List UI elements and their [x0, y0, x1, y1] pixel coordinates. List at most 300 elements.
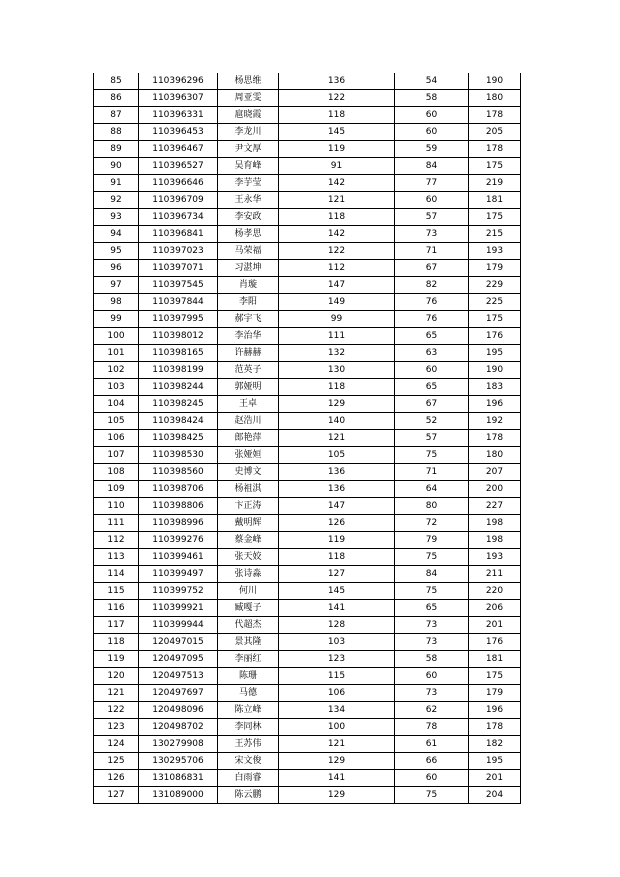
exam-id-cell: 110399921	[139, 600, 218, 617]
table-row	[94, 243, 521, 260]
score-total-cell: 195	[469, 753, 521, 770]
score-b-cell: 78	[395, 719, 469, 736]
row-number-cell: 119	[94, 651, 139, 668]
score-b-cell: 59	[395, 141, 469, 158]
table-row	[94, 226, 521, 243]
table-row	[94, 277, 521, 294]
score-total-cell: 182	[469, 736, 521, 753]
score-total-cell: 175	[469, 311, 521, 328]
table-row	[94, 753, 521, 770]
score-total-cell: 195	[469, 345, 521, 362]
row-number-cell: 110	[94, 498, 139, 515]
score-b-cell: 62	[395, 702, 469, 719]
score-b-cell: 76	[395, 311, 469, 328]
student-name-cell: 杨孝思	[218, 226, 279, 243]
score-a-cell: 103	[279, 634, 395, 651]
student-name-cell: 王永华	[218, 192, 279, 209]
student-name-cell: 李治华	[218, 328, 279, 345]
score-total-cell: 183	[469, 379, 521, 396]
score-a-cell: 105	[279, 447, 395, 464]
row-number-cell: 94	[94, 226, 139, 243]
score-b-cell: 60	[395, 362, 469, 379]
student-name-cell: 代超杰	[218, 617, 279, 634]
student-name-cell: 马荣福	[218, 243, 279, 260]
score-a-cell: 128	[279, 617, 395, 634]
row-number-cell: 114	[94, 566, 139, 583]
table-row	[94, 668, 521, 685]
table-row	[94, 702, 521, 719]
student-name-cell: 臧嘎子	[218, 600, 279, 617]
student-name-cell: 李安政	[218, 209, 279, 226]
student-name-cell: 蔡金峰	[218, 532, 279, 549]
score-a-cell: 118	[279, 209, 395, 226]
row-number-cell: 112	[94, 532, 139, 549]
score-b-cell: 75	[395, 787, 469, 804]
student-name-cell: 杨思维	[218, 73, 279, 90]
score-b-cell: 60	[395, 107, 469, 124]
exam-id-cell: 110396646	[139, 175, 218, 192]
student-name-cell: 赵浩川	[218, 413, 279, 430]
score-total-cell: 207	[469, 464, 521, 481]
row-number-cell: 104	[94, 396, 139, 413]
table-row	[94, 192, 521, 209]
student-name-cell: 许赫赫	[218, 345, 279, 362]
score-a-cell: 99	[279, 311, 395, 328]
student-name-cell: 马德	[218, 685, 279, 702]
row-number-cell: 107	[94, 447, 139, 464]
score-table	[93, 73, 521, 804]
score-a-cell: 122	[279, 243, 395, 260]
row-number-cell: 123	[94, 719, 139, 736]
exam-id-cell: 110398706	[139, 481, 218, 498]
exam-id-cell: 110396296	[139, 73, 218, 90]
score-total-cell: 220	[469, 583, 521, 600]
score-total-cell: 193	[469, 243, 521, 260]
student-name-cell: 陈云鹏	[218, 787, 279, 804]
score-total-cell: 178	[469, 107, 521, 124]
score-total-cell: 198	[469, 532, 521, 549]
score-a-cell: 118	[279, 549, 395, 566]
score-b-cell: 67	[395, 396, 469, 413]
score-total-cell: 201	[469, 617, 521, 634]
student-name-cell: 习湛坤	[218, 260, 279, 277]
score-total-cell: 193	[469, 549, 521, 566]
score-total-cell: 175	[469, 158, 521, 175]
score-total-cell: 181	[469, 651, 521, 668]
exam-id-cell: 110397844	[139, 294, 218, 311]
student-name-cell: 张诗淼	[218, 566, 279, 583]
score-a-cell: 134	[279, 702, 395, 719]
score-total-cell: 180	[469, 90, 521, 107]
score-b-cell: 60	[395, 192, 469, 209]
score-a-cell: 129	[279, 753, 395, 770]
score-b-cell: 79	[395, 532, 469, 549]
student-name-cell: 戴明辉	[218, 515, 279, 532]
score-b-cell: 64	[395, 481, 469, 498]
table-row	[94, 90, 521, 107]
table-row	[94, 260, 521, 277]
score-total-cell: 227	[469, 498, 521, 515]
student-name-cell: 杨祖淇	[218, 481, 279, 498]
score-b-cell: 65	[395, 379, 469, 396]
row-number-cell: 91	[94, 175, 139, 192]
row-number-cell: 85	[94, 73, 139, 90]
score-a-cell: 121	[279, 430, 395, 447]
row-number-cell: 117	[94, 617, 139, 634]
score-a-cell: 122	[279, 90, 395, 107]
student-name-cell: 李丽红	[218, 651, 279, 668]
score-b-cell: 58	[395, 651, 469, 668]
row-number-cell: 101	[94, 345, 139, 362]
score-total-cell: 219	[469, 175, 521, 192]
score-b-cell: 72	[395, 515, 469, 532]
exam-id-cell: 110399276	[139, 532, 218, 549]
score-b-cell: 73	[395, 634, 469, 651]
score-total-cell: 211	[469, 566, 521, 583]
score-b-cell: 73	[395, 226, 469, 243]
score-b-cell: 60	[395, 124, 469, 141]
exam-id-cell: 110398199	[139, 362, 218, 379]
score-total-cell: 190	[469, 73, 521, 90]
row-number-cell: 116	[94, 600, 139, 617]
exam-id-cell: 110398424	[139, 413, 218, 430]
exam-id-cell: 110399461	[139, 549, 218, 566]
score-a-cell: 118	[279, 379, 395, 396]
exam-id-cell: 120497697	[139, 685, 218, 702]
score-a-cell: 121	[279, 736, 395, 753]
exam-id-cell: 120497015	[139, 634, 218, 651]
table-row	[94, 600, 521, 617]
row-number-cell: 124	[94, 736, 139, 753]
table-row	[94, 498, 521, 515]
score-b-cell: 73	[395, 685, 469, 702]
exam-id-cell: 110397023	[139, 243, 218, 260]
row-number-cell: 99	[94, 311, 139, 328]
score-a-cell: 145	[279, 124, 395, 141]
table-row	[94, 396, 521, 413]
score-b-cell: 71	[395, 243, 469, 260]
student-name-cell: 景其隆	[218, 634, 279, 651]
score-b-cell: 75	[395, 447, 469, 464]
score-a-cell: 112	[279, 260, 395, 277]
score-total-cell: 178	[469, 430, 521, 447]
score-total-cell: 176	[469, 328, 521, 345]
table-row	[94, 73, 521, 90]
score-total-cell: 196	[469, 702, 521, 719]
score-total-cell: 175	[469, 209, 521, 226]
score-a-cell: 119	[279, 532, 395, 549]
table-row	[94, 294, 521, 311]
score-a-cell: 127	[279, 566, 395, 583]
exam-id-cell: 120497095	[139, 651, 218, 668]
score-total-cell: 192	[469, 413, 521, 430]
score-a-cell: 115	[279, 668, 395, 685]
exam-id-cell: 110396527	[139, 158, 218, 175]
score-a-cell: 136	[279, 464, 395, 481]
row-number-cell: 108	[94, 464, 139, 481]
score-a-cell: 130	[279, 362, 395, 379]
row-number-cell: 92	[94, 192, 139, 209]
row-number-cell: 109	[94, 481, 139, 498]
exam-id-cell: 110396709	[139, 192, 218, 209]
exam-id-cell: 110398165	[139, 345, 218, 362]
score-b-cell: 77	[395, 175, 469, 192]
table-row	[94, 583, 521, 600]
student-name-cell: 李同林	[218, 719, 279, 736]
student-name-cell: 卞正涛	[218, 498, 279, 515]
score-a-cell: 100	[279, 719, 395, 736]
score-a-cell: 118	[279, 107, 395, 124]
table-row	[94, 515, 521, 532]
score-a-cell: 136	[279, 73, 395, 90]
row-number-cell: 118	[94, 634, 139, 651]
table-row	[94, 158, 521, 175]
row-number-cell: 102	[94, 362, 139, 379]
score-a-cell: 136	[279, 481, 395, 498]
score-total-cell: 180	[469, 447, 521, 464]
score-b-cell: 75	[395, 583, 469, 600]
score-total-cell: 205	[469, 124, 521, 141]
exam-id-cell: 110397071	[139, 260, 218, 277]
student-name-cell: 史博文	[218, 464, 279, 481]
score-a-cell: 126	[279, 515, 395, 532]
student-name-cell: 陈立峰	[218, 702, 279, 719]
student-name-cell: 张天姣	[218, 549, 279, 566]
score-total-cell: 175	[469, 668, 521, 685]
row-number-cell: 95	[94, 243, 139, 260]
exam-id-cell: 110398245	[139, 396, 218, 413]
score-b-cell: 67	[395, 260, 469, 277]
row-number-cell: 97	[94, 277, 139, 294]
table-row	[94, 634, 521, 651]
score-total-cell: 181	[469, 192, 521, 209]
student-name-cell: 扈晓霞	[218, 107, 279, 124]
exam-id-cell: 110398996	[139, 515, 218, 532]
table-row	[94, 481, 521, 498]
score-b-cell: 60	[395, 770, 469, 787]
exam-id-cell: 110397545	[139, 277, 218, 294]
score-a-cell: 129	[279, 396, 395, 413]
score-total-cell: 204	[469, 787, 521, 804]
student-name-cell: 吴育峰	[218, 158, 279, 175]
table-row	[94, 413, 521, 430]
score-b-cell: 84	[395, 566, 469, 583]
table-row	[94, 549, 521, 566]
score-total-cell: 206	[469, 600, 521, 617]
row-number-cell: 106	[94, 430, 139, 447]
score-total-cell: 201	[469, 770, 521, 787]
score-a-cell: 111	[279, 328, 395, 345]
row-number-cell: 93	[94, 209, 139, 226]
score-a-cell: 142	[279, 226, 395, 243]
row-number-cell: 113	[94, 549, 139, 566]
exam-id-cell: 110396841	[139, 226, 218, 243]
row-number-cell: 103	[94, 379, 139, 396]
student-name-cell: 李龙川	[218, 124, 279, 141]
exam-id-cell: 110399944	[139, 617, 218, 634]
score-a-cell: 141	[279, 770, 395, 787]
score-b-cell: 76	[395, 294, 469, 311]
exam-id-cell: 110398425	[139, 430, 218, 447]
score-a-cell: 142	[279, 175, 395, 192]
score-total-cell: 190	[469, 362, 521, 379]
score-a-cell: 129	[279, 787, 395, 804]
table-row	[94, 770, 521, 787]
row-number-cell: 127	[94, 787, 139, 804]
row-number-cell: 98	[94, 294, 139, 311]
score-b-cell: 66	[395, 753, 469, 770]
score-b-cell: 73	[395, 617, 469, 634]
exam-id-cell: 110398530	[139, 447, 218, 464]
score-b-cell: 71	[395, 464, 469, 481]
student-name-cell: 何川	[218, 583, 279, 600]
score-b-cell: 57	[395, 430, 469, 447]
table-row	[94, 464, 521, 481]
score-a-cell: 147	[279, 277, 395, 294]
exam-id-cell: 130295706	[139, 753, 218, 770]
exam-id-cell: 131086831	[139, 770, 218, 787]
score-total-cell: 200	[469, 481, 521, 498]
student-name-cell: 张娅姮	[218, 447, 279, 464]
row-number-cell: 125	[94, 753, 139, 770]
score-b-cell: 61	[395, 736, 469, 753]
exam-id-cell: 120498096	[139, 702, 218, 719]
exam-id-cell: 110396467	[139, 141, 218, 158]
exam-id-cell: 110397995	[139, 311, 218, 328]
score-b-cell: 65	[395, 328, 469, 345]
score-b-cell: 82	[395, 277, 469, 294]
exam-id-cell: 110396307	[139, 90, 218, 107]
student-name-cell: 郝宇飞	[218, 311, 279, 328]
score-b-cell: 57	[395, 209, 469, 226]
score-a-cell: 132	[279, 345, 395, 362]
student-name-cell: 王苏伟	[218, 736, 279, 753]
student-name-cell: 王卓	[218, 396, 279, 413]
score-total-cell: 179	[469, 260, 521, 277]
exam-id-cell: 110398244	[139, 379, 218, 396]
row-number-cell: 105	[94, 413, 139, 430]
student-name-cell: 郎艳萍	[218, 430, 279, 447]
score-table-body	[94, 73, 521, 804]
score-b-cell: 52	[395, 413, 469, 430]
table-row	[94, 447, 521, 464]
score-b-cell: 75	[395, 549, 469, 566]
student-name-cell: 尹文厚	[218, 141, 279, 158]
score-a-cell: 119	[279, 141, 395, 158]
exam-id-cell: 110399752	[139, 583, 218, 600]
score-a-cell: 123	[279, 651, 395, 668]
exam-id-cell: 110398806	[139, 498, 218, 515]
score-total-cell: 196	[469, 396, 521, 413]
score-a-cell: 106	[279, 685, 395, 702]
student-name-cell: 宋文俊	[218, 753, 279, 770]
score-a-cell: 149	[279, 294, 395, 311]
row-number-cell: 126	[94, 770, 139, 787]
score-b-cell: 84	[395, 158, 469, 175]
score-total-cell: 176	[469, 634, 521, 651]
table-row	[94, 345, 521, 362]
score-b-cell: 63	[395, 345, 469, 362]
table-row	[94, 141, 521, 158]
exam-id-cell: 110396331	[139, 107, 218, 124]
row-number-cell: 96	[94, 260, 139, 277]
score-a-cell: 145	[279, 583, 395, 600]
score-total-cell: 178	[469, 141, 521, 158]
score-a-cell: 140	[279, 413, 395, 430]
student-name-cell: 李阳	[218, 294, 279, 311]
row-number-cell: 111	[94, 515, 139, 532]
table-row	[94, 209, 521, 226]
score-a-cell: 141	[279, 600, 395, 617]
table-row	[94, 430, 521, 447]
table-row	[94, 107, 521, 124]
row-number-cell: 87	[94, 107, 139, 124]
table-row	[94, 124, 521, 141]
table-row	[94, 532, 521, 549]
table-row	[94, 617, 521, 634]
row-number-cell: 86	[94, 90, 139, 107]
score-b-cell: 60	[395, 668, 469, 685]
score-a-cell: 121	[279, 192, 395, 209]
table-row	[94, 379, 521, 396]
table-row	[94, 175, 521, 192]
student-name-cell: 范英子	[218, 362, 279, 379]
student-name-cell: 李芋莹	[218, 175, 279, 192]
table-row	[94, 719, 521, 736]
table-row	[94, 328, 521, 345]
score-total-cell: 178	[469, 719, 521, 736]
score-total-cell: 198	[469, 515, 521, 532]
exam-id-cell: 110399497	[139, 566, 218, 583]
score-b-cell: 58	[395, 90, 469, 107]
row-number-cell: 115	[94, 583, 139, 600]
table-row	[94, 787, 521, 804]
row-number-cell: 89	[94, 141, 139, 158]
row-number-cell: 100	[94, 328, 139, 345]
exam-id-cell: 120497513	[139, 668, 218, 685]
exam-id-cell: 110396734	[139, 209, 218, 226]
table-row	[94, 362, 521, 379]
score-total-cell: 215	[469, 226, 521, 243]
row-number-cell: 88	[94, 124, 139, 141]
exam-id-cell: 131089000	[139, 787, 218, 804]
score-a-cell: 91	[279, 158, 395, 175]
exam-id-cell: 110398012	[139, 328, 218, 345]
score-b-cell: 80	[395, 498, 469, 515]
student-name-cell: 周亚雯	[218, 90, 279, 107]
exam-id-cell: 110398560	[139, 464, 218, 481]
student-name-cell: 白雨睿	[218, 770, 279, 787]
table-row	[94, 311, 521, 328]
exam-id-cell: 120498702	[139, 719, 218, 736]
score-total-cell: 229	[469, 277, 521, 294]
score-b-cell: 54	[395, 73, 469, 90]
exam-id-cell: 130279908	[139, 736, 218, 753]
table-row	[94, 651, 521, 668]
score-total-cell: 179	[469, 685, 521, 702]
row-number-cell: 122	[94, 702, 139, 719]
student-name-cell: 肖璇	[218, 277, 279, 294]
student-name-cell: 郭娅明	[218, 379, 279, 396]
table-row	[94, 736, 521, 753]
score-a-cell: 147	[279, 498, 395, 515]
row-number-cell: 90	[94, 158, 139, 175]
table-row	[94, 685, 521, 702]
student-name-cell: 陈珊	[218, 668, 279, 685]
row-number-cell: 120	[94, 668, 139, 685]
score-total-cell: 225	[469, 294, 521, 311]
score-b-cell: 65	[395, 600, 469, 617]
